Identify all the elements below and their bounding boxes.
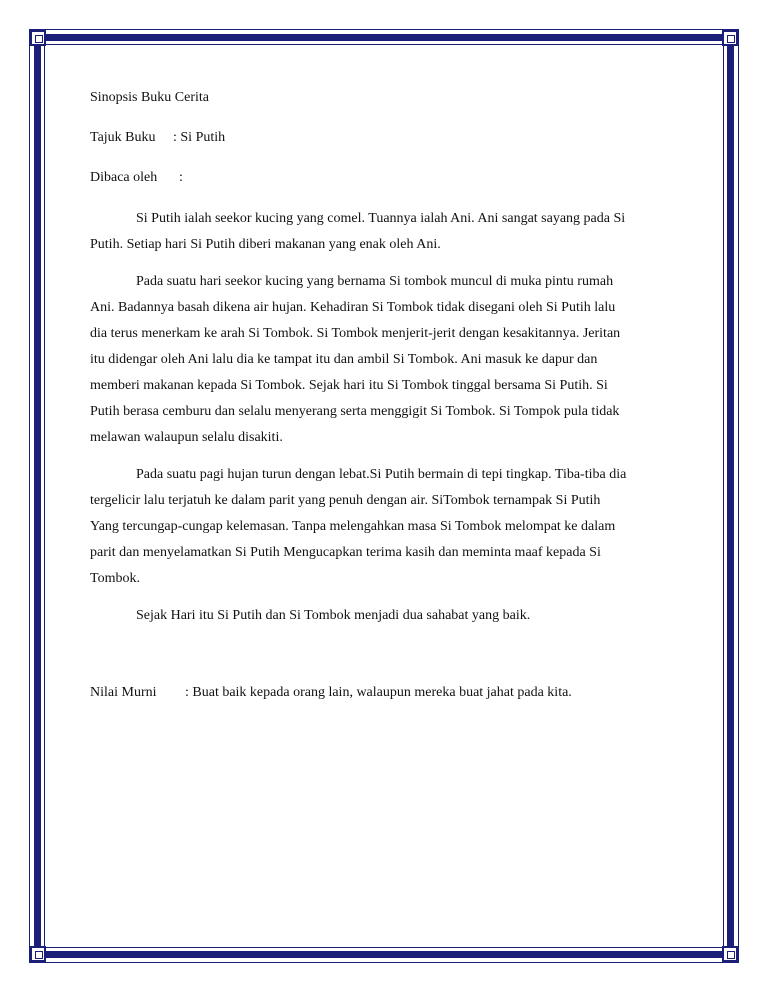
- moral-value-text: : Buat baik kepada orang lain, walaupun mereka buat jahat pada kita.: [185, 685, 572, 700]
- paragraph-line: Putih berasa cemburu dan selalu menyerang serta menggigit Si Tombok. Si Tompok pula tidak: [90, 404, 620, 419]
- synopsis-paragraph-3: [90, 462, 670, 592]
- border-corner-ornament-top-right: [722, 30, 738, 46]
- paragraph-line: parit dan menyelamatkan Si Putih Mengucapkan terima kasih dan meminta maaf kepada Si: [90, 545, 601, 560]
- synopsis-paragraph-1: [90, 206, 670, 258]
- paragraph-line: Sejak Hari itu Si Putih dan Si Tombok menjadi dua sahabat yang baik.: [136, 608, 531, 623]
- paragraph-line: melawan walaupun selalu disakiti.: [90, 430, 283, 445]
- paragraph-line: Yang tercungap-cungap kelemasan. Tanpa melengahkan masa Si Tombok melompat ke dalam: [90, 519, 616, 534]
- synopsis-paragraph-4: [90, 603, 670, 629]
- paragraph-line: Pada suatu hari seekor kucing yang bernama Si tombok muncul di muka pintu rumah: [136, 274, 614, 289]
- paragraph-line: tergelicir lalu terjatuh ke dalam parit yang penuh dengan air. SiTombok ternampak Si Putih: [90, 493, 601, 508]
- read-by-row: [90, 168, 670, 188]
- paragraph-line: Ani. Badannya basah dikena air hujan. Kehadiran Si Tombok tidak disegani oleh Si Putih lalu: [90, 300, 616, 315]
- document-body: [90, 88, 670, 640]
- paragraph-line: Pada suatu pagi hujan turun dengan lebat.Si Putih bermain di tepi tingkap. Tiba-tiba dia: [136, 467, 627, 482]
- paragraph-line: dia terus menerkam ke arah Si Tombok. Si Tombok menjerit-jerit dengan kesakitannya. Jeritan: [90, 326, 621, 341]
- synopsis-paragraph-2: [90, 269, 670, 451]
- book-title-label: Tajuk Buku: [90, 130, 156, 145]
- paragraph-line: memberi makanan kepada Si Tombok. Sejak hari itu Si Tombok tinggal bersama Si Putih. Si: [90, 378, 608, 393]
- document-title: Sinopsis Buku Cerita: [90, 90, 210, 105]
- paragraph-line: Putih. Setiap hari Si Putih diberi makanan yang enak oleh Ani.: [90, 237, 441, 252]
- paragraph-line: Tombok.: [90, 571, 140, 586]
- read-by-value: :: [179, 170, 183, 185]
- border-corner-ornament-bottom-left: [30, 946, 46, 962]
- paragraph-line: Si Putih ialah seekor kucing yang comel. Tuannya ialah Ani. Ani sangat sayang pada Si: [136, 211, 626, 226]
- read-by-label: Dibaca oleh: [90, 170, 158, 185]
- border-corner-ornament-top-left: [30, 30, 46, 46]
- book-title-value: : Si Putih: [173, 130, 226, 145]
- moral-value-row: [90, 683, 572, 703]
- paragraph-line: itu didengar oleh Ani lalu dia ke tampat itu dan ambil Si Tombok. Ani masuk ke dapur dan: [90, 352, 598, 367]
- border-corner-ornament-bottom-right: [722, 946, 738, 962]
- book-title-row: [90, 128, 670, 148]
- moral-value-label: Nilai Murni: [90, 685, 157, 700]
